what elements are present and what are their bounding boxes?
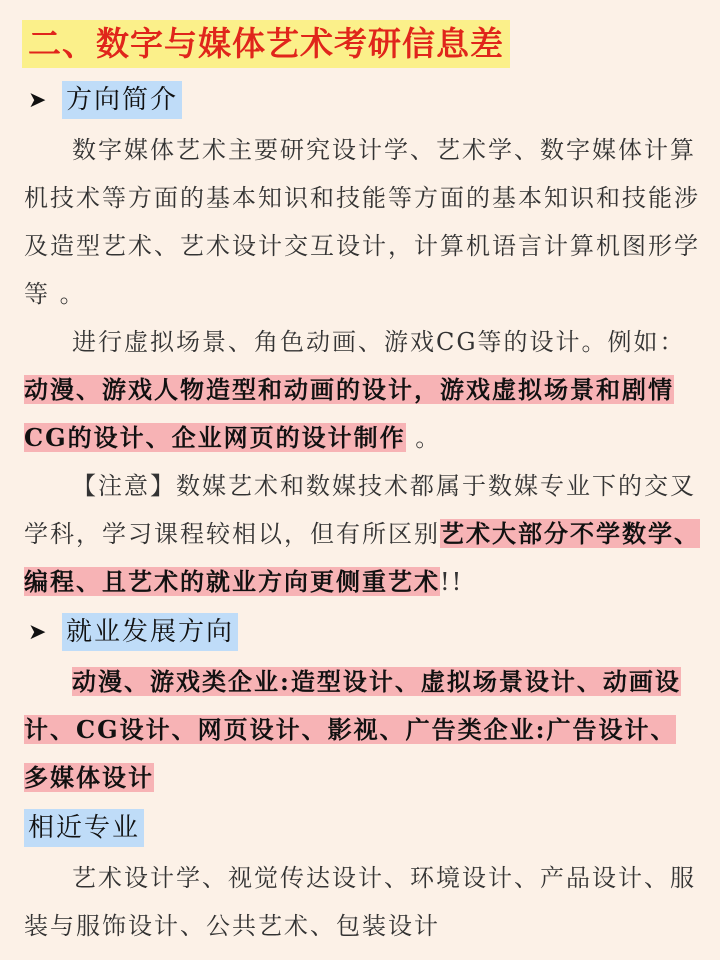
plain-text: !! [440,568,464,596]
intro-paragraph-3 [24,462,700,606]
section-heading-label: 方向简介 [62,81,182,119]
highlighted-text: 动漫、游戏类企业:造型设计、虚拟场景设计、动画设计、CG设计、网页设计、影视、广告类企业:广告设计、多媒体设计 [24,667,681,792]
paragraph-text: 艺术设计学、视觉传达设计、环境设计、产品设计、服装与服饰设计、公共艺术、包装设计 [24,864,696,940]
paragraph-text [24,658,700,802]
paragraph-text [24,318,700,462]
paragraph-text [24,462,700,606]
section-heading-label: 相近专业 [24,809,144,847]
section-heading-label: 就业发展方向 [62,613,238,651]
page-title: 二、数字与媒体艺术考研信息差 [22,20,510,68]
plain-text: 进行虚拟场景、角色动画、游戏CG等的设计。例如： [72,328,686,356]
arrowhead-bullet-icon: ➤ [28,619,47,645]
section-heading-intro [28,80,182,120]
highlighted-text: 艺术大部分不学数学、编程、且艺术的就业方向更侧重艺术 [24,519,700,596]
section-heading-career [28,612,238,652]
section-heading-related [24,808,144,848]
career-paragraph [24,658,700,802]
related-paragraph [24,854,700,950]
highlighted-text: 动漫、游戏人物造型和动画的设计，游戏虚拟场景和剧情CG的设计、企业网页的设计制作 [24,375,674,452]
paragraph-text: 数字媒体艺术主要研究设计学、艺术学、数字媒体计算机技术等方面的基本知识和技能等方面的基本知识和技能涉及造型艺术、艺术设计交互设计，计算机语言计算机图形学等 。 [24,136,700,308]
intro-paragraph-2 [24,318,700,462]
arrowhead-bullet-icon: ➤ [28,87,47,113]
plain-text: 【注意】数媒艺术和数媒技术都属于数媒专业下的交叉学科，学习课程较相以，但有所区别 [24,472,696,548]
plain-text: 。 [405,424,442,452]
intro-paragraph-1 [24,126,700,318]
